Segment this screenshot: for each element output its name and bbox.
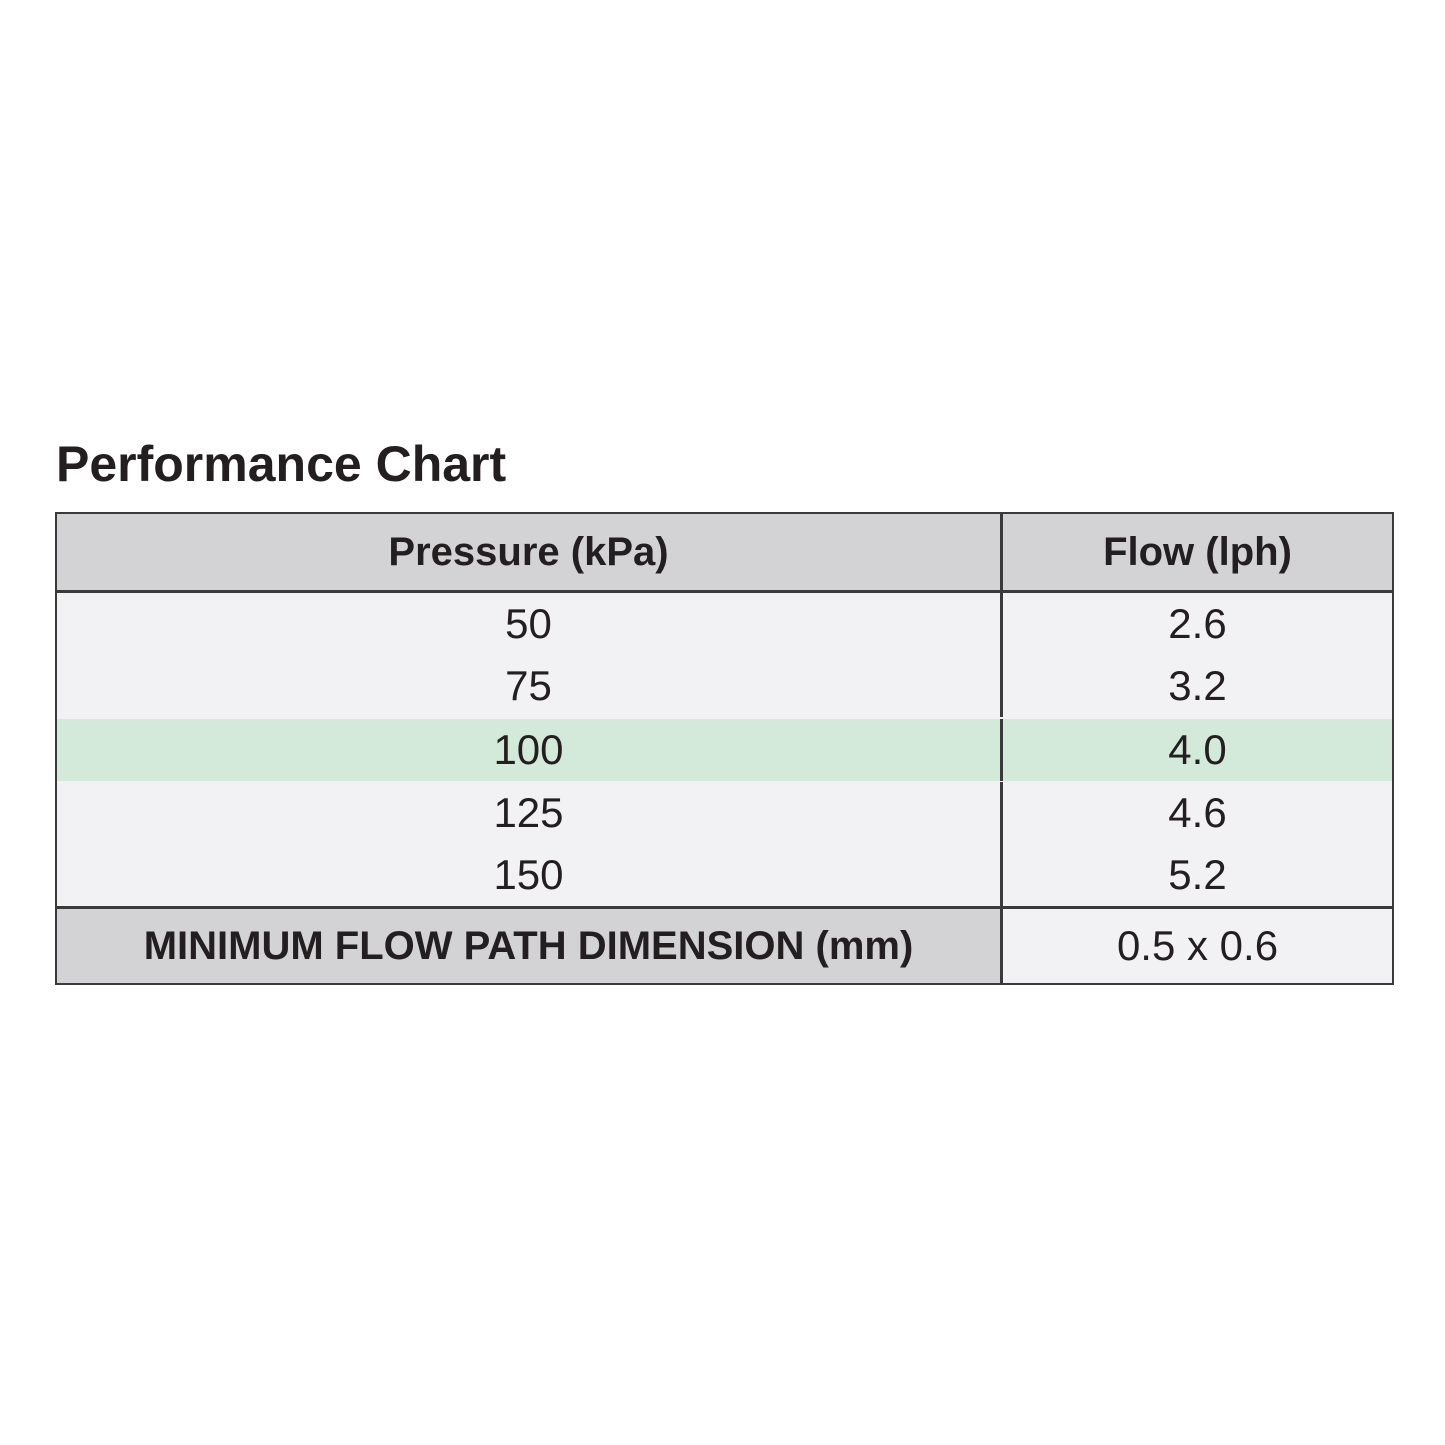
performance-table	[55, 512, 1394, 985]
table-row	[57, 782, 1392, 844]
flow-value: 4.6	[1168, 789, 1227, 836]
flow-value: 4.0	[1168, 726, 1227, 773]
table-body	[57, 593, 1392, 906]
table-row	[57, 655, 1392, 717]
footer-value-cell	[1000, 909, 1392, 983]
chart-title: Performance Chart	[56, 436, 507, 492]
flow-cell	[1000, 593, 1392, 655]
pressure-cell	[57, 719, 1000, 781]
flow-value: 2.6	[1168, 600, 1227, 647]
table-row-highlighted	[57, 719, 1392, 781]
flow-cell	[1000, 844, 1392, 906]
flow-cell	[1000, 655, 1392, 717]
minimum-flow-path-value: 0.5 x 0.6	[1116, 922, 1279, 969]
flow-cell	[1000, 719, 1392, 781]
flow-value: 3.2	[1168, 662, 1227, 709]
pressure-cell	[57, 782, 1000, 844]
pressure-value: 125	[493, 789, 564, 836]
flow-cell	[1000, 782, 1392, 844]
table-footer-row	[57, 906, 1392, 983]
flow-column-header: Flow (lph)	[1103, 529, 1292, 574]
header-cell-pressure	[57, 514, 1000, 590]
flow-value: 5.2	[1168, 851, 1227, 898]
table-row	[57, 593, 1392, 655]
pressure-value: 150	[493, 851, 564, 898]
footer-label-cell	[57, 909, 1000, 983]
pressure-value: 100	[493, 726, 564, 773]
pressure-column-header: Pressure (kPa)	[388, 529, 669, 574]
pressure-cell	[57, 655, 1000, 717]
minimum-flow-path-label: MINIMUM FLOW PATH DIMENSION (mm)	[143, 923, 914, 968]
pressure-value: 75	[505, 662, 552, 709]
pressure-cell	[57, 844, 1000, 906]
table-header-row	[57, 514, 1392, 593]
header-cell-flow	[1000, 514, 1392, 590]
table-row	[57, 844, 1392, 906]
pressure-cell	[57, 593, 1000, 655]
pressure-value: 50	[505, 600, 552, 647]
